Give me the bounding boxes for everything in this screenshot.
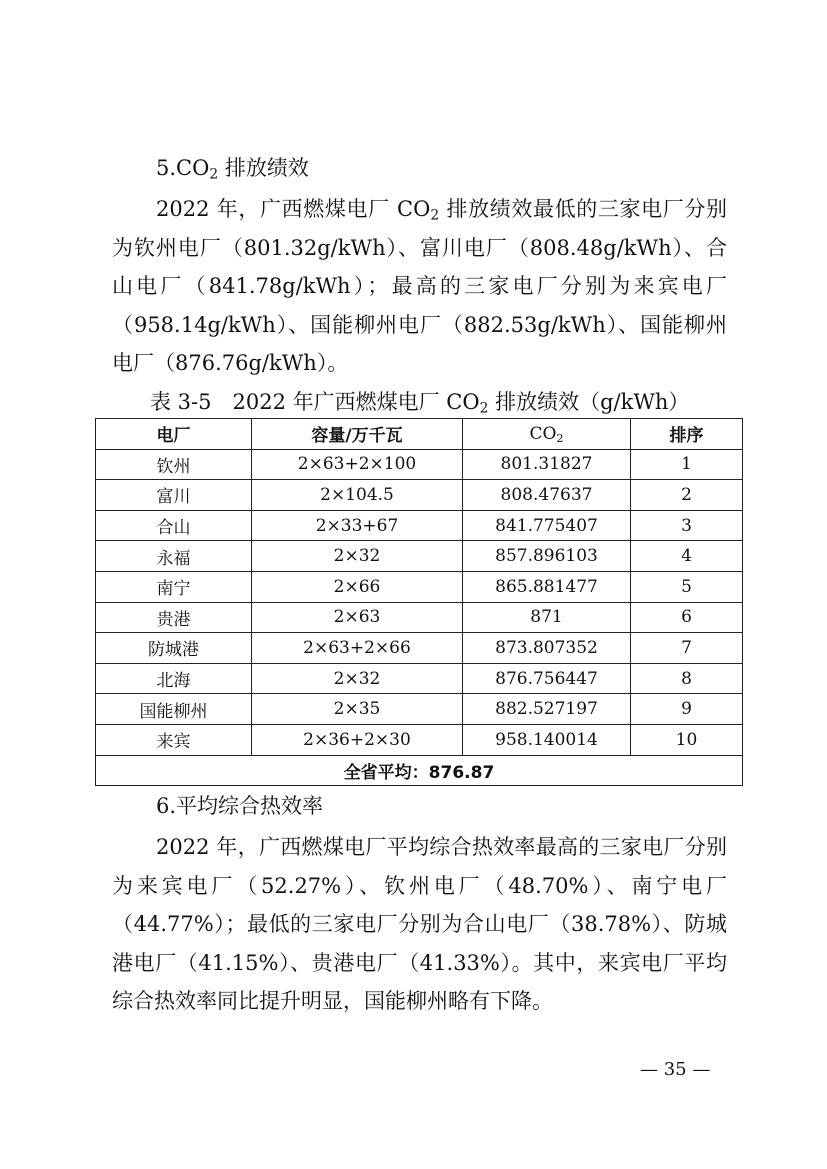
cell-rank: 7	[631, 633, 743, 664]
cell-rank: 2	[631, 480, 743, 511]
cell-rank: 3	[631, 510, 743, 541]
subscript: 2	[556, 431, 564, 445]
cell-plant: 北海	[96, 663, 252, 694]
cell-co2: 882.527197	[463, 694, 631, 725]
cell-rank: 4	[631, 541, 743, 572]
table-row	[96, 449, 743, 480]
cell-capacity: 2×63+2×66	[252, 633, 463, 664]
table-row	[96, 633, 743, 664]
cell-co2: 873.807352	[463, 633, 631, 664]
cell-rank: 1	[631, 449, 743, 480]
table-caption	[150, 387, 689, 417]
cell-co2: 857.896103	[463, 541, 631, 572]
subscript: 2	[430, 207, 440, 224]
table-row	[96, 602, 743, 633]
header-co2	[463, 419, 631, 450]
cell-plant: 富川	[96, 480, 252, 511]
cell-plant: 防城港	[96, 633, 252, 664]
section-6-paragraph	[112, 828, 727, 1021]
cell-rank: 8	[631, 663, 743, 694]
table-row	[96, 480, 743, 511]
subscript: 2	[209, 166, 219, 183]
paragraph-text: 2022 年，广西燃煤电厂 CO	[156, 197, 431, 221]
caption-text: 表 3-5 2022 年广西燃煤电厂 CO	[150, 390, 480, 414]
co2-emission-table	[95, 418, 743, 786]
cell-co2: 876.756447	[463, 663, 631, 694]
header-rank: 排序	[631, 419, 743, 450]
header-co2-text: CO	[529, 423, 557, 444]
cell-co2: 808.47637	[463, 480, 631, 511]
cell-capacity: 2×33+67	[252, 510, 463, 541]
cell-capacity: 2×104.5	[252, 480, 463, 511]
section-5-paragraph	[112, 190, 727, 383]
table-row	[96, 663, 743, 694]
cell-plant: 钦州	[96, 449, 252, 480]
cell-capacity: 2×32	[252, 541, 463, 572]
cell-capacity: 2×36+2×30	[252, 724, 463, 755]
cell-co2: 865.881477	[463, 571, 631, 602]
paragraph-text: 2022 年，广西燃煤电厂平均综合热效率最高的三家电厂分别为来宾电厂（52.27%）、钦州电厂（48.70%）、南宁电厂（44.77%）；最低的三家电厂分别为合山电厂（38.78%）、防城港电厂（41.15%）、贵港电厂（41.33%）。其中，来宾电厂平均综合热效率同比提升明显，国能柳州略有下降。	[112, 835, 727, 1013]
table-header-row	[96, 419, 743, 450]
cell-capacity: 2×63+2×100	[252, 449, 463, 480]
cell-capacity: 2×32	[252, 663, 463, 694]
table-row	[96, 571, 743, 602]
table-row	[96, 724, 743, 755]
cell-co2: 841.775407	[463, 510, 631, 541]
cell-plant: 国能柳州	[96, 694, 252, 725]
table-row	[96, 694, 743, 725]
cell-co2: 801.31827	[463, 449, 631, 480]
header-plant: 电厂	[96, 419, 252, 450]
cell-rank: 5	[631, 571, 743, 602]
table-row	[96, 541, 743, 572]
cell-rank: 9	[631, 694, 743, 725]
cell-capacity: 2×66	[252, 571, 463, 602]
section-6-heading: 6.平均综合热效率	[156, 794, 324, 818]
page-number: — 35 —	[640, 1059, 711, 1080]
cell-co2: 958.140014	[463, 724, 631, 755]
cell-plant: 来宾	[96, 724, 252, 755]
subscript: 2	[479, 400, 489, 417]
section-5-heading	[156, 153, 309, 183]
cell-co2: 871	[463, 602, 631, 633]
cell-rank: 6	[631, 602, 743, 633]
table-row	[96, 510, 743, 541]
cell-rank: 10	[631, 724, 743, 755]
heading-text: 排放绩效	[218, 156, 309, 180]
table-average-row	[96, 755, 743, 786]
paragraph-text: 排放绩效最低的三家电厂分别为钦州电厂（801.32g/kWh）、富川电厂（808.48g/kWh）、合山电厂（841.78g/kWh）；最高的三家电厂分别为来宾电厂（958.14g/kWh）、国能柳州电厂（882.53g/kWh）、国能柳州电厂（876.76g/kWh）。	[112, 197, 727, 375]
cell-capacity: 2×63	[252, 602, 463, 633]
caption-text: 排放绩效（g/kWh）	[488, 390, 690, 414]
province-average: 全省平均：876.87	[96, 755, 743, 786]
cell-capacity: 2×35	[252, 694, 463, 725]
header-capacity: 容量/万千瓦	[252, 419, 463, 450]
cell-plant: 永福	[96, 541, 252, 572]
cell-plant: 贵港	[96, 602, 252, 633]
cell-plant: 合山	[96, 510, 252, 541]
cell-plant: 南宁	[96, 571, 252, 602]
heading-text: 5.CO	[156, 156, 210, 180]
